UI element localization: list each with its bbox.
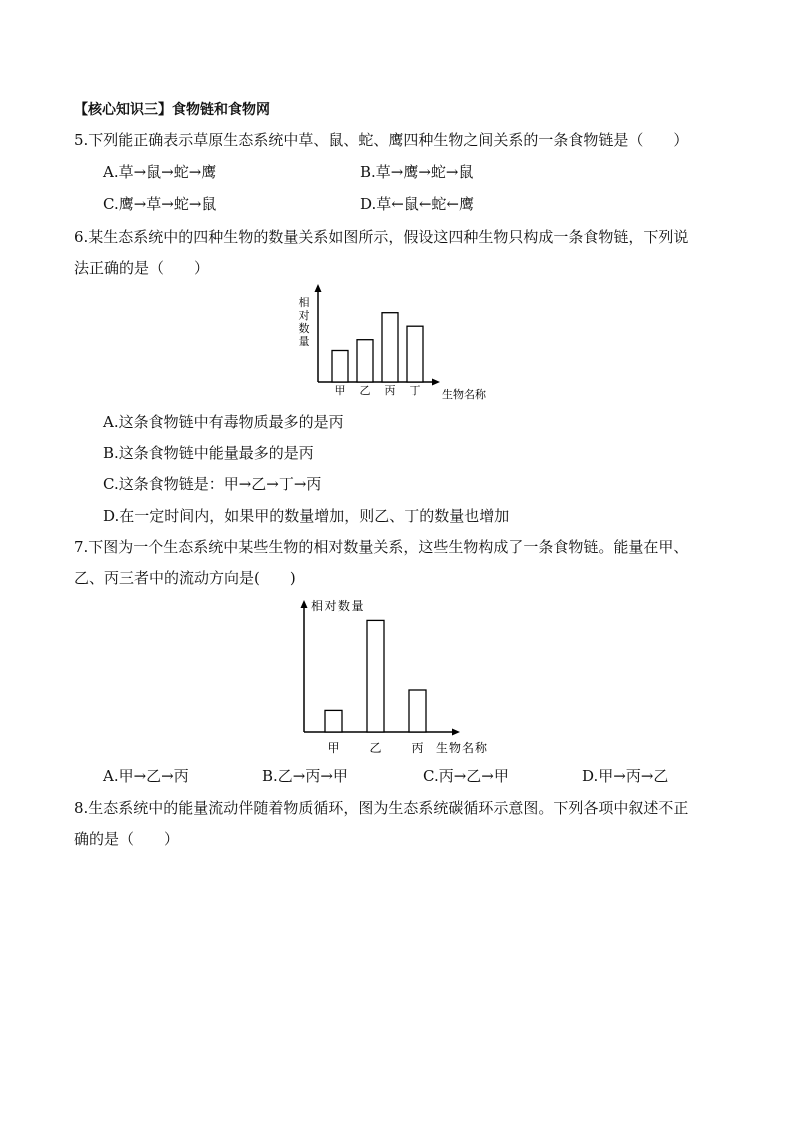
chart2-bar [367,620,384,732]
q5-stem: 5.下列能正确表示草原生态系统中草、鼠、蛇、鹰四种生物之间关系的一条食物链是（ ） [74,131,689,149]
chart1-ylabel-char: 对 [298,309,310,322]
chart1-bar [382,313,398,382]
chart1-ylabel-char: 量 [298,335,310,348]
chart1-bar [357,340,373,382]
chart1-bar [407,326,423,382]
q6-option-b: B.这条食物链中能量最多的是丙 [103,444,314,462]
chart2-bar [409,690,426,732]
chart2-tick-label: 丙 [411,741,424,755]
chart-q7 [290,592,510,760]
chart2-xlabel: 生物名称 [436,741,489,755]
q7-option-b: B.乙→丙→甲 [262,767,348,785]
chart1-ylabel-char: 数 [298,322,310,335]
chart2-ylabel: 相对数量 [311,599,366,613]
chart2-tick-label: 甲 [327,741,340,755]
chart2-bar [325,710,342,732]
chart-q6 [290,280,510,405]
q7-option-c: C.丙→乙→甲 [423,767,509,785]
q8-stem-line1: 8.生态系统中的能量流动伴随着物质循环，图为生态系统碳循环示意图。下列各项中叙述不正 [74,799,689,817]
chart1-xlabel: 生物名称 [442,388,486,401]
chart1-tick-label: 丙 [384,384,396,397]
chart2-y-arrow [301,600,308,608]
q6-option-a: A.这条食物链中有毒物质最多的是丙 [103,413,344,431]
section-heading: 【核心知识三】食物链和食物网 [74,102,270,118]
chart1-tick-label: 丁 [409,384,421,397]
q8-stem-line2: 确的是（ ） [74,830,180,848]
chart2-tick-label: 乙 [369,741,382,755]
chart2-x-arrow [452,729,460,736]
q5-option-b: B.草→鹰→蛇→鼠 [360,163,474,181]
q5-option-d: D.草←鼠←蛇←鹰 [360,195,474,213]
q7-option-a: A.甲→乙→丙 [103,767,189,785]
q6-option-c: C.这条食物链是：甲→乙→丁→丙 [103,475,322,493]
chart1-bar [332,351,348,383]
q6-stem-line1: 6.某生态系统中的四种生物的数量关系如图所示，假设这四种生物只构成一条食物链，下列说 [74,228,689,246]
chart1-x-arrow [432,379,440,386]
chart1-tick-label: 乙 [359,384,371,397]
q5-option-a: A.草→鼠→蛇→鹰 [103,163,217,181]
chart1-tick-label: 甲 [334,384,346,397]
q7-stem-line1: 7.下图为一个生态系统中某些生物的相对数量关系，这些生物构成了一条食物链。能量在甲、 [74,538,689,556]
q7-option-d: D.甲→丙→乙 [582,767,669,785]
chart1-ylabel-char: 相 [298,296,310,309]
q6-option-d: D.在一定时间内，如果甲的数量增加，则乙、丁的数量也增加 [103,507,510,525]
q5-option-c: C.鹰→草→蛇→鼠 [103,195,217,213]
q6-stem-line2: 法正确的是（ ） [74,259,210,277]
chart1-y-arrow [315,284,322,292]
q7-stem-line2: 乙、丙三者中的流动方向是( ) [74,569,296,587]
